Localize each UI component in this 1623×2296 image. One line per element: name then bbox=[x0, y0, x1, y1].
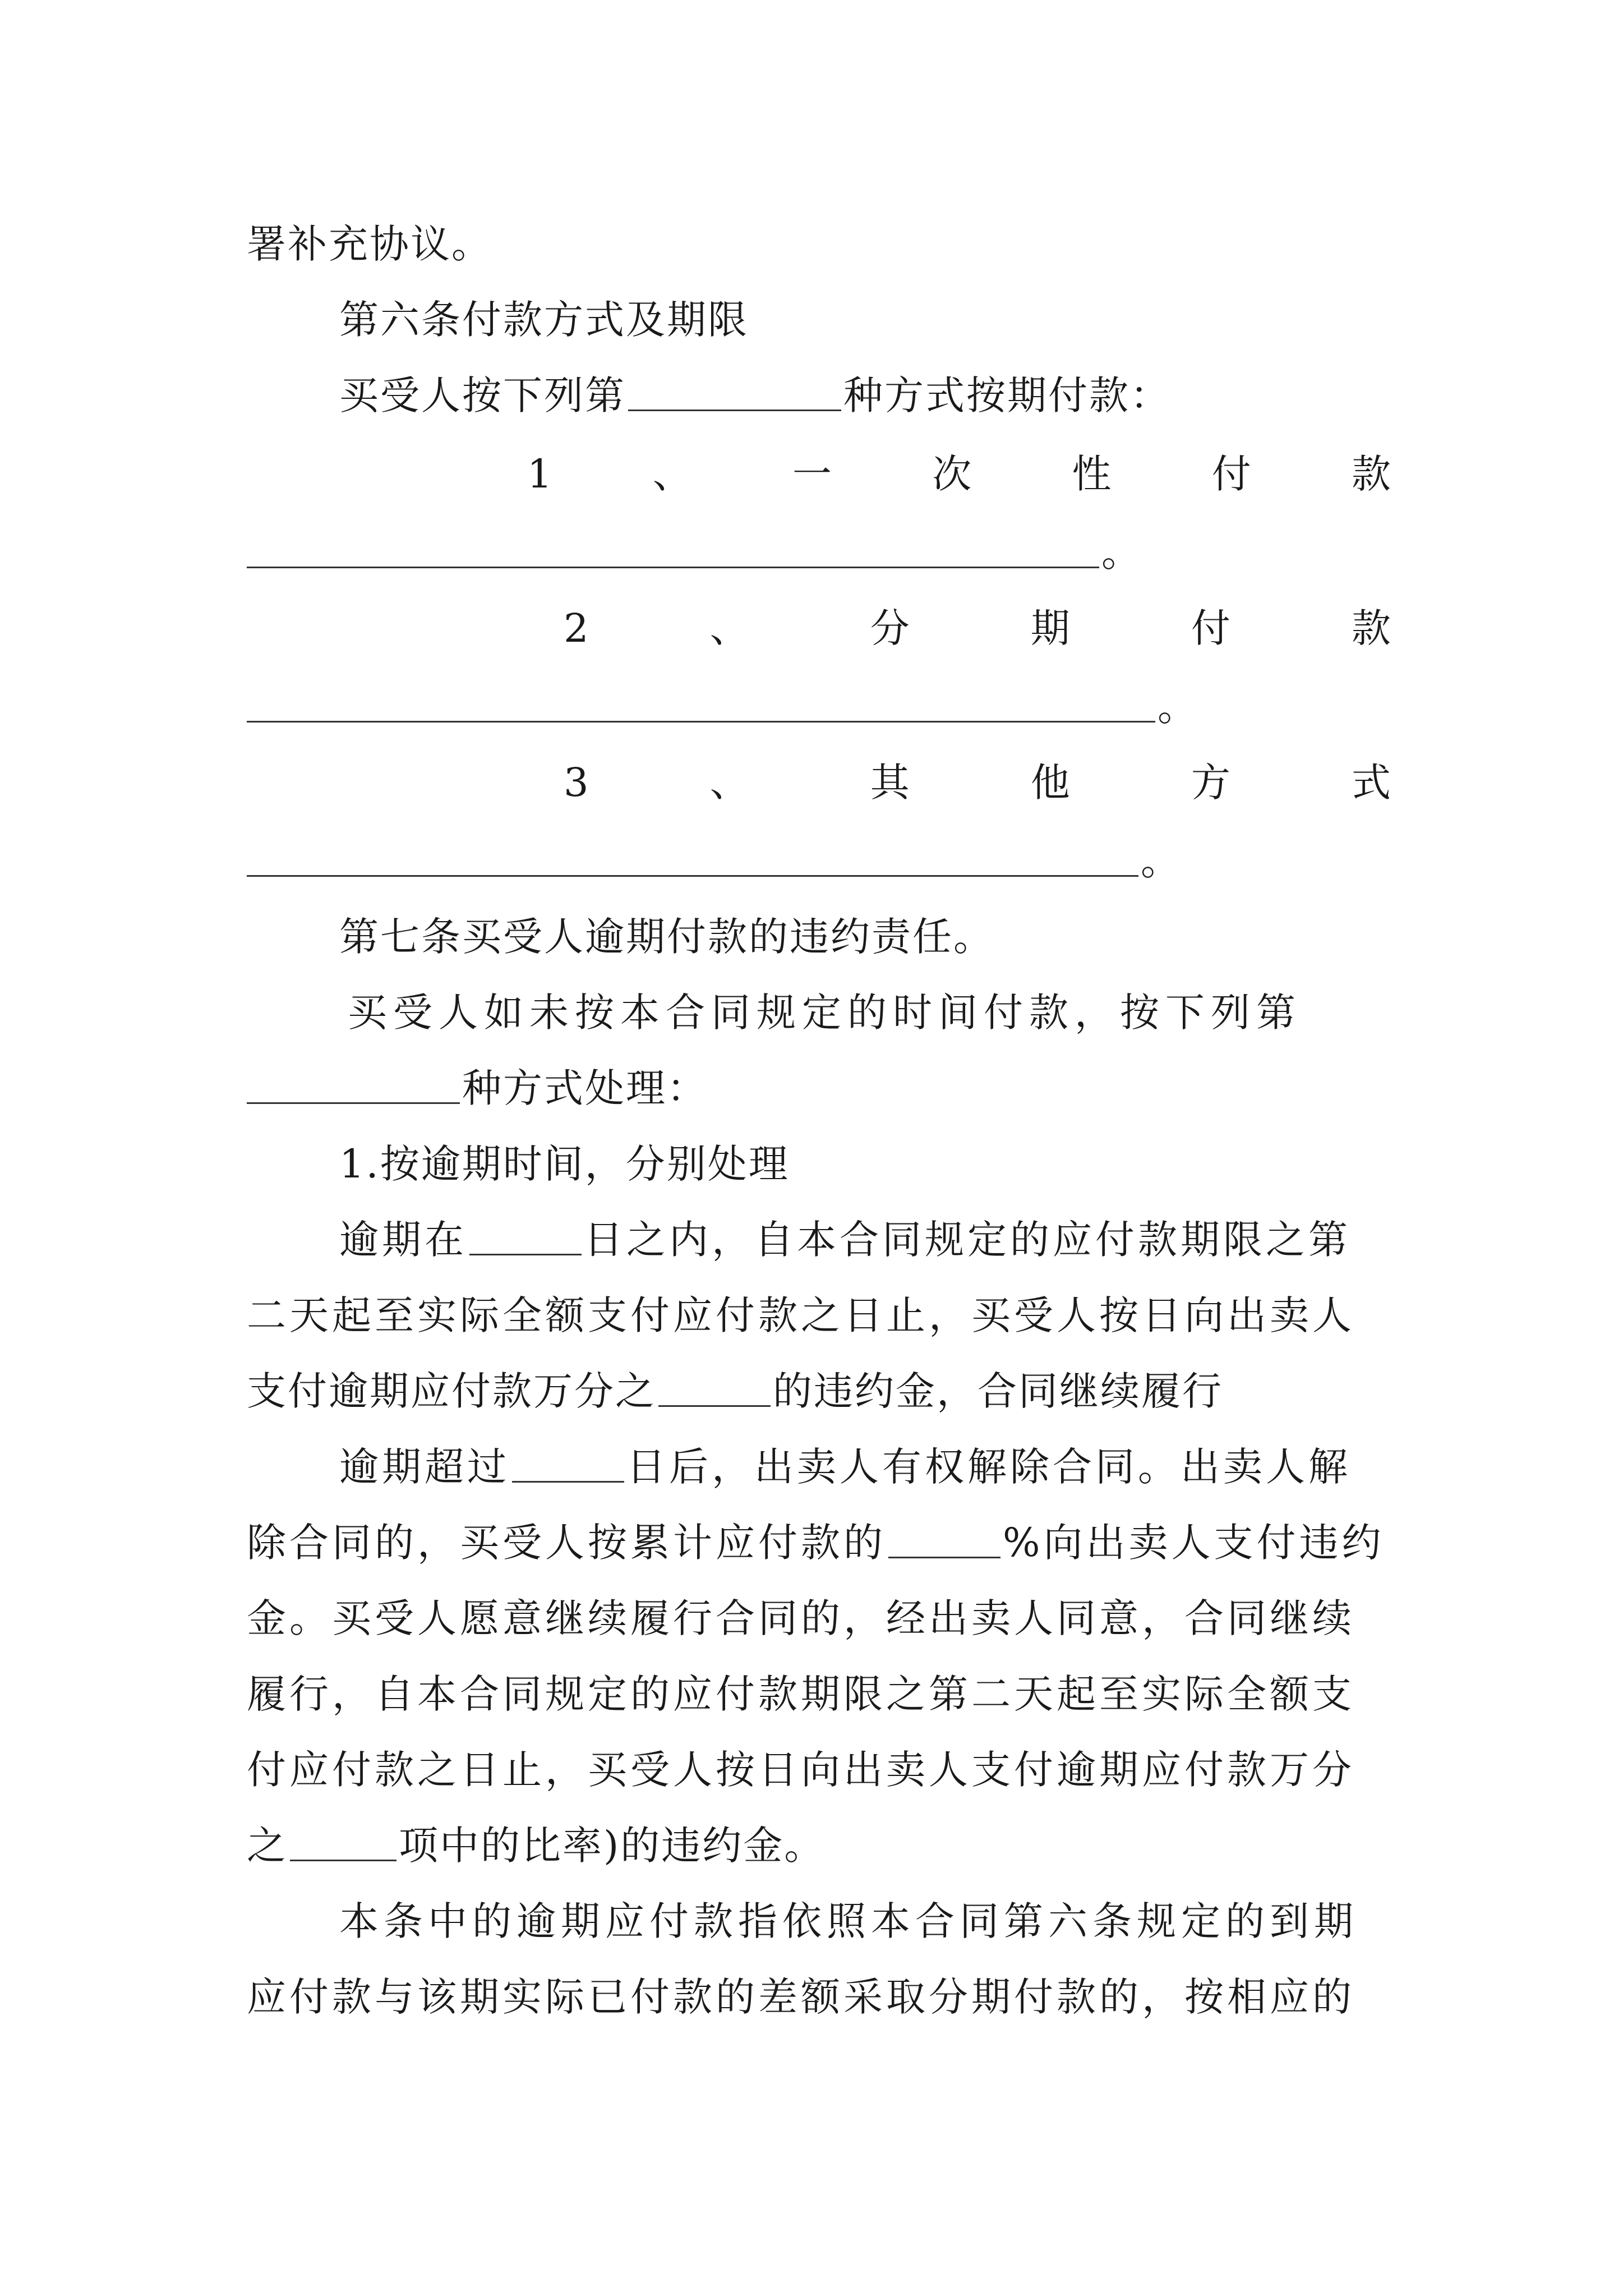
payment-option-3: 3 、 其 他 方 式 bbox=[564, 760, 1391, 806]
fill-blank[interactable] bbox=[888, 1512, 1000, 1558]
article-seven-heading: 第七条买受人逾期付款的违约责任。 bbox=[339, 914, 994, 960]
paragraph-line: 除合同的，买受人按累计应付款的 %向出卖人支付违约 bbox=[247, 1512, 1391, 1573]
fill-blank[interactable] bbox=[247, 522, 1099, 568]
paragraph-line: 逾期超过 日后，出卖人有权解除合同。出卖人解 bbox=[339, 1436, 1391, 1498]
paragraph-line: 买受人如未按本合同规定的时间付款，按下列第 bbox=[348, 990, 1302, 1036]
paragraph-line: 支付逾期应付款万分之 的违约金，合同继续履行 bbox=[247, 1360, 1391, 1422]
paragraph-line: 逾期在 日之内，自本合同规定的应付款期限之第 bbox=[339, 1209, 1391, 1271]
fill-blank[interactable] bbox=[247, 830, 1138, 877]
paragraph-line: 本条中的逾期应付款指依照本合同第六条规定的到期 bbox=[339, 1898, 1358, 1944]
fill-blank[interactable] bbox=[469, 1209, 582, 1255]
paragraph-line: 之 项中的比率)的违约金。 bbox=[247, 1815, 1391, 1876]
fill-blank[interactable] bbox=[658, 1360, 771, 1407]
fill-blank[interactable] bbox=[247, 676, 1155, 723]
paragraph-line: 应付款与该期实际已付款的差额采取分期付款的，按相应的 bbox=[247, 1974, 1355, 2020]
paragraph-line: 金。买受人愿意继续履行合同的，经出卖人同意，合同继续 bbox=[247, 1595, 1355, 1641]
fill-blank[interactable] bbox=[512, 1436, 624, 1483]
payment-option-2-blank-line: 。 bbox=[247, 676, 1197, 738]
paragraph-line: 买受人按下列第 种方式按期付款： bbox=[339, 365, 1391, 426]
payment-option-2: 2 、 分 期 付 款 bbox=[564, 605, 1391, 651]
paragraph-line: 履行，自本合同规定的应付款期限之第二天起至实际全额支 bbox=[247, 1671, 1355, 1717]
payment-option-1-blank-line: 。 bbox=[247, 522, 1141, 583]
fill-blank[interactable] bbox=[628, 365, 841, 411]
fill-blank[interactable] bbox=[290, 1815, 396, 1861]
paragraph-line: 1.按逾期时间，分别处理 bbox=[339, 1141, 790, 1187]
article-six-heading: 第六条付款方式及期限 bbox=[339, 297, 749, 343]
fill-blank[interactable] bbox=[247, 1057, 460, 1104]
paragraph-line: 种方式处理： bbox=[247, 1057, 1391, 1119]
paragraph-line: 二天起至实际全额支付应付款之日止，买受人按日向出卖人 bbox=[247, 1292, 1355, 1338]
payment-option-1: 1 、 一 次 性 付 款 bbox=[527, 451, 1391, 497]
paragraph-line: 署补充协议。 bbox=[247, 221, 492, 267]
paragraph-line: 付应付款之日止，买受人按日向出卖人支付逾期应付款万分 bbox=[247, 1747, 1355, 1793]
payment-option-3-blank-line: 。 bbox=[247, 830, 1180, 892]
